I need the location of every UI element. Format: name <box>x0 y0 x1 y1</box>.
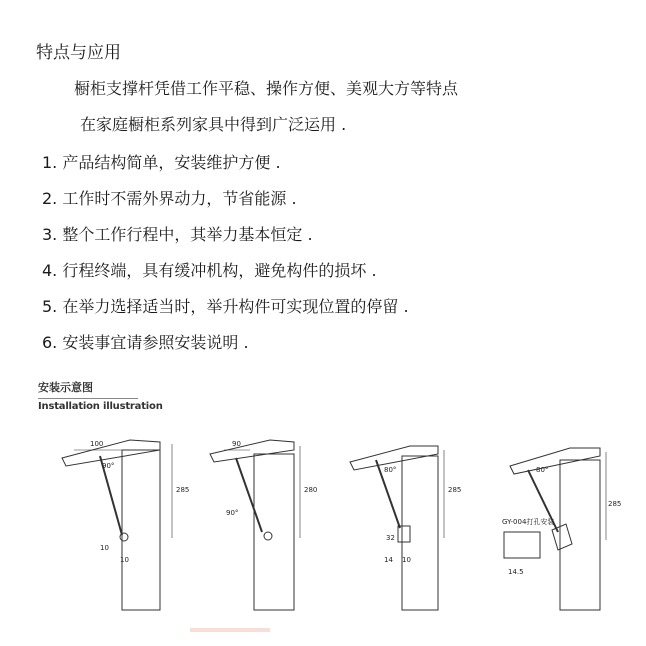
title-divider <box>38 398 138 399</box>
gas-strut <box>236 458 262 532</box>
intro-line-1: 橱柜支撑杆凭借工作平稳、操作方便、美观大方等特点 <box>74 79 459 98</box>
dim-label: 14.5 <box>508 568 524 576</box>
dim-label: 100 <box>90 440 104 448</box>
diagram-3 <box>350 446 461 610</box>
diagram-2 <box>210 440 317 610</box>
dim-label: 285 <box>448 486 462 494</box>
dim-label: 285 <box>608 500 622 508</box>
dim-label: 280 <box>304 486 318 494</box>
dim-label: 10 <box>402 556 411 564</box>
intro-line-2: 在家庭橱柜系列家具中得到广泛运用 . <box>80 115 347 134</box>
angle-label: 80° <box>536 466 549 474</box>
detail-bracket <box>504 532 540 558</box>
cabinet-door <box>510 448 600 474</box>
dim-label: 14 <box>384 556 393 564</box>
angle-label: 80° <box>384 466 397 474</box>
installation-title-en: Installation illustration <box>38 401 163 412</box>
cabinet-side <box>254 454 294 610</box>
dim-label: 285 <box>176 486 190 494</box>
cabinet-side <box>560 460 600 610</box>
angle-label: 90° <box>226 509 239 517</box>
installation-diagrams <box>0 420 646 620</box>
section-heading: 特点与应用 <box>36 43 121 63</box>
dim-label: 32 <box>386 534 395 542</box>
feature-item: 2. 工作时不需外界动力，节省能源 . <box>42 189 297 208</box>
feature-item: 5. 在举力选择适当时，举升构件可实现位置的停留 . <box>42 297 409 316</box>
mount-bracket <box>398 526 410 542</box>
diagram-4 <box>502 448 621 610</box>
dim-label: 90 <box>232 440 241 448</box>
angle-label: 90° <box>102 462 115 470</box>
cabinet-side <box>402 456 438 610</box>
diagram-1 <box>62 440 189 610</box>
decorative-strip <box>190 628 270 632</box>
mount-bracket <box>120 533 128 541</box>
part-label: GY-004打孔安装 <box>502 518 555 526</box>
dim-label: 10 <box>100 544 109 552</box>
feature-item: 3. 整个工作行程中，其举力基本恒定 . <box>42 225 313 244</box>
installation-title-cn: 安装示意图 <box>38 381 93 394</box>
feature-item: 4. 行程终端，具有缓冲机构，避免构件的损坏 . <box>42 261 377 280</box>
feature-item: 6. 安装事宜请参照安装说明 . <box>42 333 249 352</box>
cabinet-side <box>122 450 160 610</box>
mount-bracket <box>264 532 272 540</box>
dim-label: 10 <box>120 556 129 564</box>
feature-item: 1. 产品结构简单，安装维护方便 . <box>42 153 281 172</box>
cabinet-door <box>210 440 294 462</box>
